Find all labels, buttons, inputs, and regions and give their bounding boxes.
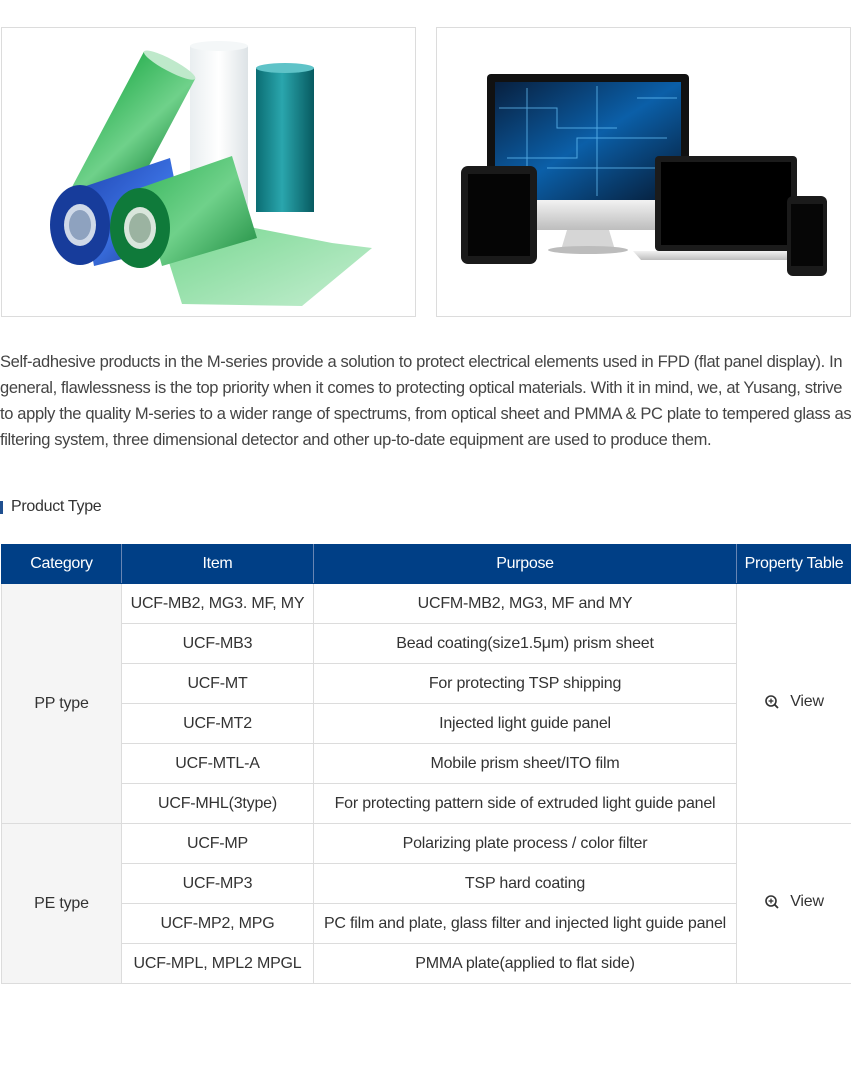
property-cell-pp [737, 584, 851, 824]
purpose-cell: Mobile prism sheet/ITO film [314, 744, 737, 784]
view-link-pp[interactable] [764, 693, 824, 711]
table-row [2, 904, 851, 944]
item-cell: UCF-MB3 [122, 624, 314, 664]
table-row [2, 704, 851, 744]
purpose-cell: PC film and plate, glass filter and injected light guide panel [314, 904, 737, 944]
product-image-devices [436, 27, 851, 317]
purpose-cell: PMMA plate(applied to flat side) [314, 944, 737, 984]
view-label: View [790, 892, 824, 910]
item-cell: UCF-MP3 [122, 864, 314, 904]
item-cell: UCF-MP2, MPG [122, 904, 314, 944]
product-type-table [1, 544, 851, 984]
item-cell: UCF-MPL, MPL2 MPGL [122, 944, 314, 984]
item-cell: UCF-MHL(3type) [122, 784, 314, 824]
property-cell-pe [737, 824, 851, 984]
purpose-cell: For protecting pattern side of extruded light guide panel [314, 784, 737, 824]
table-row [2, 864, 851, 904]
table-row [2, 624, 851, 664]
magnifier-plus-icon [764, 694, 780, 710]
header-category: Category [2, 545, 122, 584]
table-row [2, 824, 851, 864]
section-title-bar [0, 501, 3, 514]
item-cell: UCF-MTL-A [122, 744, 314, 784]
product-image-film-rolls [1, 27, 416, 317]
table-row [2, 784, 851, 824]
item-cell: UCF-MP [122, 824, 314, 864]
item-cell: UCF-MB2, MG3. MF, MY [122, 584, 314, 624]
purpose-cell: Bead coating(size1.5μm) prism sheet [314, 624, 737, 664]
devices-illustration [437, 28, 850, 316]
purpose-cell: Injected light guide panel [314, 704, 737, 744]
purpose-cell: Polarizing plate process / color filter [314, 824, 737, 864]
purpose-cell: TSP hard coating [314, 864, 737, 904]
table-row [2, 664, 851, 704]
product-description: Self-adhesive products in the M-series provide a solution to protect electrical elements used in FPD (flat panel display). In general, flawlessness is the top priority when it comes to protecting optical materials. With it in mind, we, at Yusang, strive to apply the quality M-series to a wider range of spectrums, from optical sheet and PMMA & PC plate to tempered glass as filtering system, three dimensional detector and other up-to-date equipment are used to produce them. [0, 353, 851, 449]
section-title-text: Product Type [11, 498, 102, 515]
table-row [2, 744, 851, 784]
category-cell-pe: PE type [2, 824, 122, 984]
film-rolls-illustration [2, 28, 415, 316]
purpose-cell: For protecting TSP shipping [314, 664, 737, 704]
purpose-cell: UCFM-MB2, MG3, MF and MY [314, 584, 737, 624]
section-title [0, 495, 101, 519]
magnifier-plus-icon [764, 894, 780, 910]
view-label: View [790, 692, 824, 710]
header-item: Item [122, 545, 314, 584]
item-cell: UCF-MT2 [122, 704, 314, 744]
table-header-row [2, 545, 851, 584]
table-row [2, 584, 851, 624]
header-purpose: Purpose [314, 545, 737, 584]
table-row [2, 944, 851, 984]
item-cell: UCF-MT [122, 664, 314, 704]
header-property-table: Property Table [737, 545, 851, 584]
category-cell-pp: PP type [2, 584, 122, 824]
view-link-pe[interactable] [764, 893, 824, 911]
